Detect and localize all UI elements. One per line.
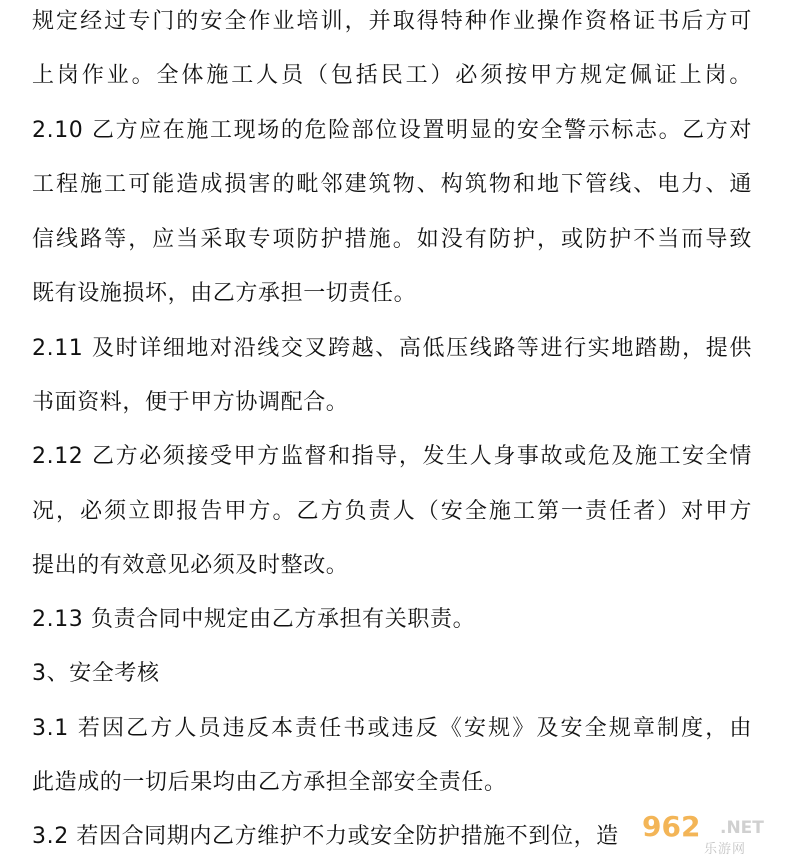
text-line: 2.12 乙方必须接受甲方监督和指导，发生人身事故或危及施工安全情 <box>32 444 752 469</box>
text-line: 况，必须立即报告甲方。乙方负责人（安全施工第一责任者）对甲方 <box>32 499 752 524</box>
watermark-logo <box>634 810 784 856</box>
text-line: 既有设施损坏，由乙方承担一切责任。 <box>32 281 417 306</box>
text-line: 信线路等，应当采取专项防护措施。如没有防护，或防护不当而导致 <box>32 227 752 252</box>
watermark-suffix: .NET <box>720 818 764 838</box>
text-line: 书面资料，便于甲方协调配合。 <box>32 390 349 415</box>
text-line: 提出的有效意见必须及时整改。 <box>32 553 349 578</box>
text-line: 规定经过专门的安全作业培训，并取得特种作业操作资格证书后方可 <box>32 9 752 34</box>
text-line: 2.11 及时详细地对沿线交叉跨越、高低压线路等进行实地踏勘，提供 <box>32 336 752 361</box>
text-line: 2.13 负责合同中规定由乙方承担有关职责。 <box>32 607 476 632</box>
text-line: 工程施工可能造成损害的毗邻建筑物、构筑物和地下管线、电力、通 <box>32 172 752 197</box>
watermark-brand: 962 <box>642 810 701 843</box>
text-line: 2.10 乙方应在施工现场的危险部位设置明显的安全警示标志。乙方对 <box>32 118 752 143</box>
watermark-subtitle: 乐游网 <box>704 842 747 857</box>
text-line: 上岗作业。全体施工人员（包括民工）必须按甲方规定佩证上岗。 <box>32 63 752 88</box>
text-line: 3.1 若因乙方人员违反本责任书或违反《安规》及安全规章制度，由 <box>32 716 752 741</box>
section-heading: 3、安全考核 <box>32 661 160 686</box>
text-line: 3.2 若因合同期内乙方维护不力或安全防护措施不到位，造 <box>32 824 619 849</box>
text-line: 此造成的一切后果均由乙方承担全部安全责任。 <box>32 770 507 795</box>
